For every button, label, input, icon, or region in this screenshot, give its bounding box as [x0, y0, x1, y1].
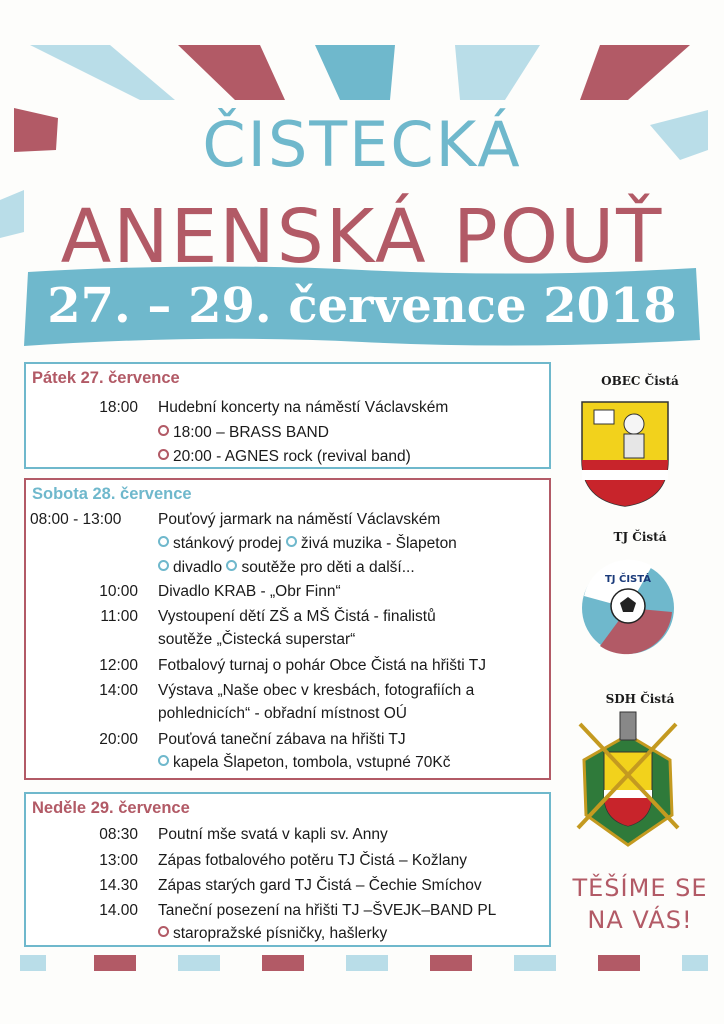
sunday-heading: Neděle 29. července — [32, 799, 190, 817]
bullet-icon — [158, 755, 169, 766]
event-text: Divadlo KRAB - „Obr Finn“ — [158, 583, 341, 600]
tesime-line-2: NA VÁS! — [587, 906, 693, 934]
bullet-icon — [158, 449, 169, 460]
bottom-stripes — [20, 955, 708, 971]
event-text: Zápas starých gard TJ Čistá – Čechie Smíchov — [158, 877, 482, 894]
time: 14.30 — [99, 877, 138, 894]
event-text: soutěže „Čistecká superstar“ — [158, 631, 356, 648]
saturday-heading: Sobota 28. července — [32, 485, 192, 503]
list-item: 18:00 – BRASS BAND — [158, 424, 329, 442]
tesime-line-1: TĚŠÍME SE — [572, 874, 708, 902]
event-text: Poutní mše svatá v kapli sv. Anny — [158, 826, 388, 843]
saturday-program — [24, 478, 551, 780]
time: 14:00 — [99, 682, 138, 699]
time: 11:00 — [100, 608, 138, 625]
event-text: Vystoupení dětí ZŠ a MŠ Čistá - finalistů — [158, 608, 436, 625]
list-item: divadlo soutěže pro děti a další... — [158, 559, 415, 577]
event-text: Pouťová taneční zábava na hřišti TJ — [158, 731, 406, 748]
time: 08:00 - 13:00 — [30, 511, 122, 528]
bullet-icon — [158, 536, 169, 547]
sdh-emblem — [578, 712, 678, 845]
event-text: Hudební koncerty na náměstí Václavském — [158, 399, 449, 416]
bullet-icon — [158, 425, 169, 436]
friday-heading: Pátek 27. července — [32, 369, 180, 387]
list-item: staropražské písničky, hašlerky — [158, 925, 387, 943]
obec-label: OBEC Čistá — [601, 374, 679, 388]
list-item: stánkový prodej živá muzika - Šlapeton — [158, 535, 457, 553]
title-line-1: ČISTECKÁ — [202, 108, 522, 181]
event-text: pohlednicích“ - obřadní místnost OÚ — [158, 705, 407, 722]
friday-program — [24, 362, 551, 469]
time: 20:00 — [99, 731, 138, 748]
time: 14.00 — [99, 902, 138, 919]
bullet-icon — [286, 536, 297, 547]
tj-logo-text: TJ ČISTÁ — [604, 574, 652, 585]
time: 13:00 — [99, 852, 138, 869]
bullet-icon — [158, 926, 169, 937]
time: 12:00 — [99, 657, 138, 674]
time: 18:00 — [99, 399, 138, 416]
sunday-program — [24, 792, 551, 947]
bullet-icon — [226, 560, 237, 571]
event-text: Výstava „Naše obec v kresbách, fotografiích a — [158, 682, 475, 699]
event-text: Taneční posezení na hřišti TJ –ŠVEJK–BAND PL — [158, 902, 497, 919]
list-item: kapela Šlapeton, tombola, vstupné 70Kč — [158, 754, 450, 772]
event-text: Fotbalový turnaj o pohár Obce Čistá na hřišti TJ — [158, 657, 486, 674]
title-line-2: ANENSKÁ POUŤ — [60, 194, 664, 280]
bullet-icon — [158, 560, 169, 571]
tj-label: TJ Čistá — [613, 530, 667, 544]
sdh-label: SDH Čistá — [605, 692, 675, 706]
obec-coat-of-arms — [582, 402, 668, 506]
event-text: Zápas fotbalového potěru TJ Čistá – Kožlany — [158, 852, 468, 869]
time: 08:30 — [99, 826, 138, 843]
event-dates: 27. – 29. července 2018 — [47, 278, 677, 334]
event-text: Pouťový jarmark na náměstí Václavském — [158, 511, 441, 528]
list-item: 20:00 - AGNES rock (revival band) — [158, 448, 411, 466]
time: 10:00 — [99, 583, 138, 600]
